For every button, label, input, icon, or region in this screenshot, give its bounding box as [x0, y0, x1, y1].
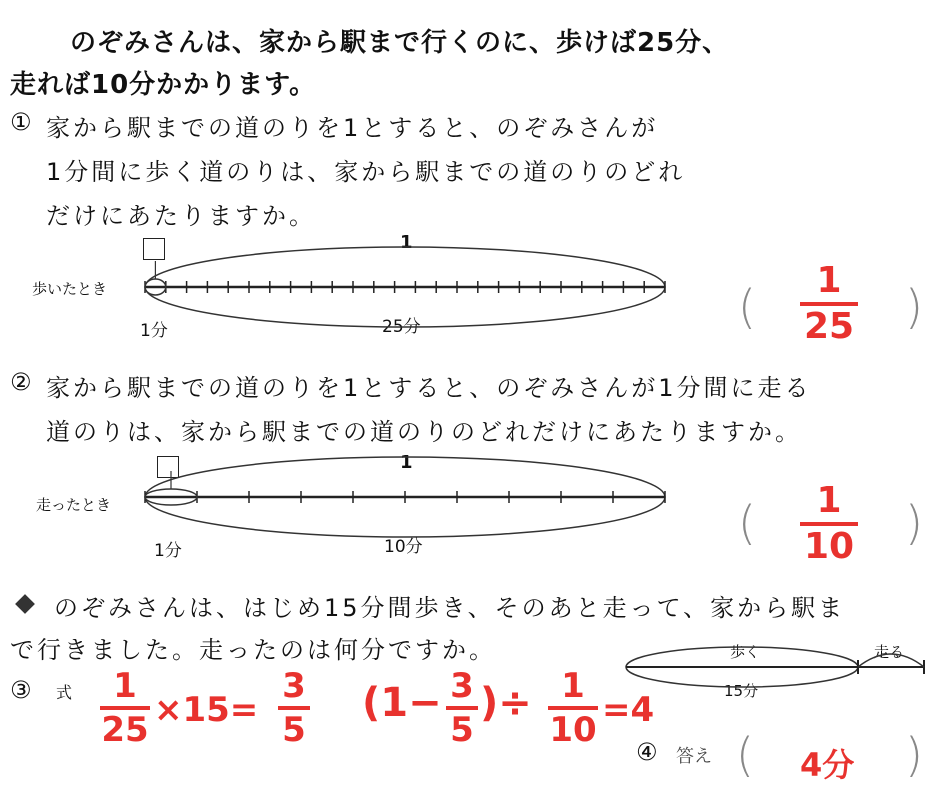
q1-marker: ①	[10, 108, 35, 136]
q4-paren-open: (	[736, 728, 754, 782]
q3-run-label: 走る	[874, 643, 905, 661]
work-result: =4	[602, 690, 655, 730]
q2-top-label: 1	[400, 452, 413, 473]
q3-walk-label: 歩く	[730, 643, 761, 661]
work-fraction-1	[100, 668, 150, 748]
q1-answer-denominator: 25	[803, 306, 855, 347]
work-f4-denominator: 10	[549, 710, 597, 750]
work-f1-numerator: 1	[113, 666, 137, 706]
q4-paren-close: )	[905, 728, 923, 782]
q1-unit-label: 1分	[140, 321, 168, 341]
q3-run-arc	[858, 654, 924, 667]
work-f4-numerator: 1	[561, 666, 585, 706]
q3-formula-label: 式	[56, 683, 73, 702]
q2-total-label: 10分	[384, 537, 423, 557]
work-open-part: (1−	[362, 680, 442, 726]
q1-total-label: 25分	[382, 317, 421, 337]
q4-marker: ④	[636, 738, 661, 766]
q2-answer-numerator: 1	[816, 480, 842, 521]
q2-paren-close: )	[905, 496, 923, 550]
q2-row-label: 走ったとき	[36, 496, 112, 514]
q2-answer-denominator: 10	[803, 526, 855, 567]
q1-paren-open: (	[738, 280, 756, 334]
q1-line-2: 1分間に歩く道のりは、家から駅までの道のりのどれ	[46, 158, 686, 186]
q1-row-label: 歩いたとき	[32, 280, 108, 298]
work-fraction-4	[548, 668, 598, 748]
intro-line-2: 走れば10分かかります。	[10, 70, 317, 100]
q3-lead-line-2: で行きました。走ったのは何分ですか。	[10, 636, 496, 664]
q1-answer-numerator: 1	[816, 260, 842, 301]
q2-marker: ②	[10, 368, 35, 396]
q3-marker: ③	[10, 676, 35, 704]
q4-answer-label: 答え	[676, 746, 712, 767]
work-f2-denominator: 5	[282, 710, 306, 750]
work-f3-numerator: 3	[450, 666, 474, 706]
work-close-divide: )÷	[480, 680, 532, 726]
q2-line-1: 家から駅までの道のりを1とすると、のぞみさんが1分間に走る	[46, 374, 812, 402]
work-f2-numerator: 3	[282, 666, 306, 706]
q1-paren-close: )	[905, 280, 923, 334]
q3-lead-line-1: のぞみさんは、はじめ15分間歩き、そのあと走って、家から駅ま	[54, 594, 846, 622]
work-fraction-2	[278, 668, 310, 748]
work-times-15: ×15=	[154, 690, 259, 730]
q4-answer: 4分	[800, 746, 855, 784]
q2-unit-label: 1分	[154, 541, 182, 561]
q1-line-1: 家から駅までの道のりを1とすると、のぞみさんが	[46, 114, 659, 142]
work-fraction-3	[446, 668, 478, 748]
intro-line-1: のぞみさんは、家から駅まで行くのに、歩けば25分、	[70, 28, 730, 58]
q3-walk-time: 15分	[724, 682, 759, 700]
work-f3-denominator: 5	[450, 710, 474, 750]
q2-line-2: 道のりは、家から駅までの道のりのどれだけにあたりますか。	[46, 418, 802, 446]
q1-line-3: だけにあたりますか。	[46, 202, 316, 230]
work-f1-denominator: 25	[101, 710, 149, 750]
q2-paren-open: (	[738, 496, 756, 550]
q1-top-label: 1	[400, 232, 413, 253]
